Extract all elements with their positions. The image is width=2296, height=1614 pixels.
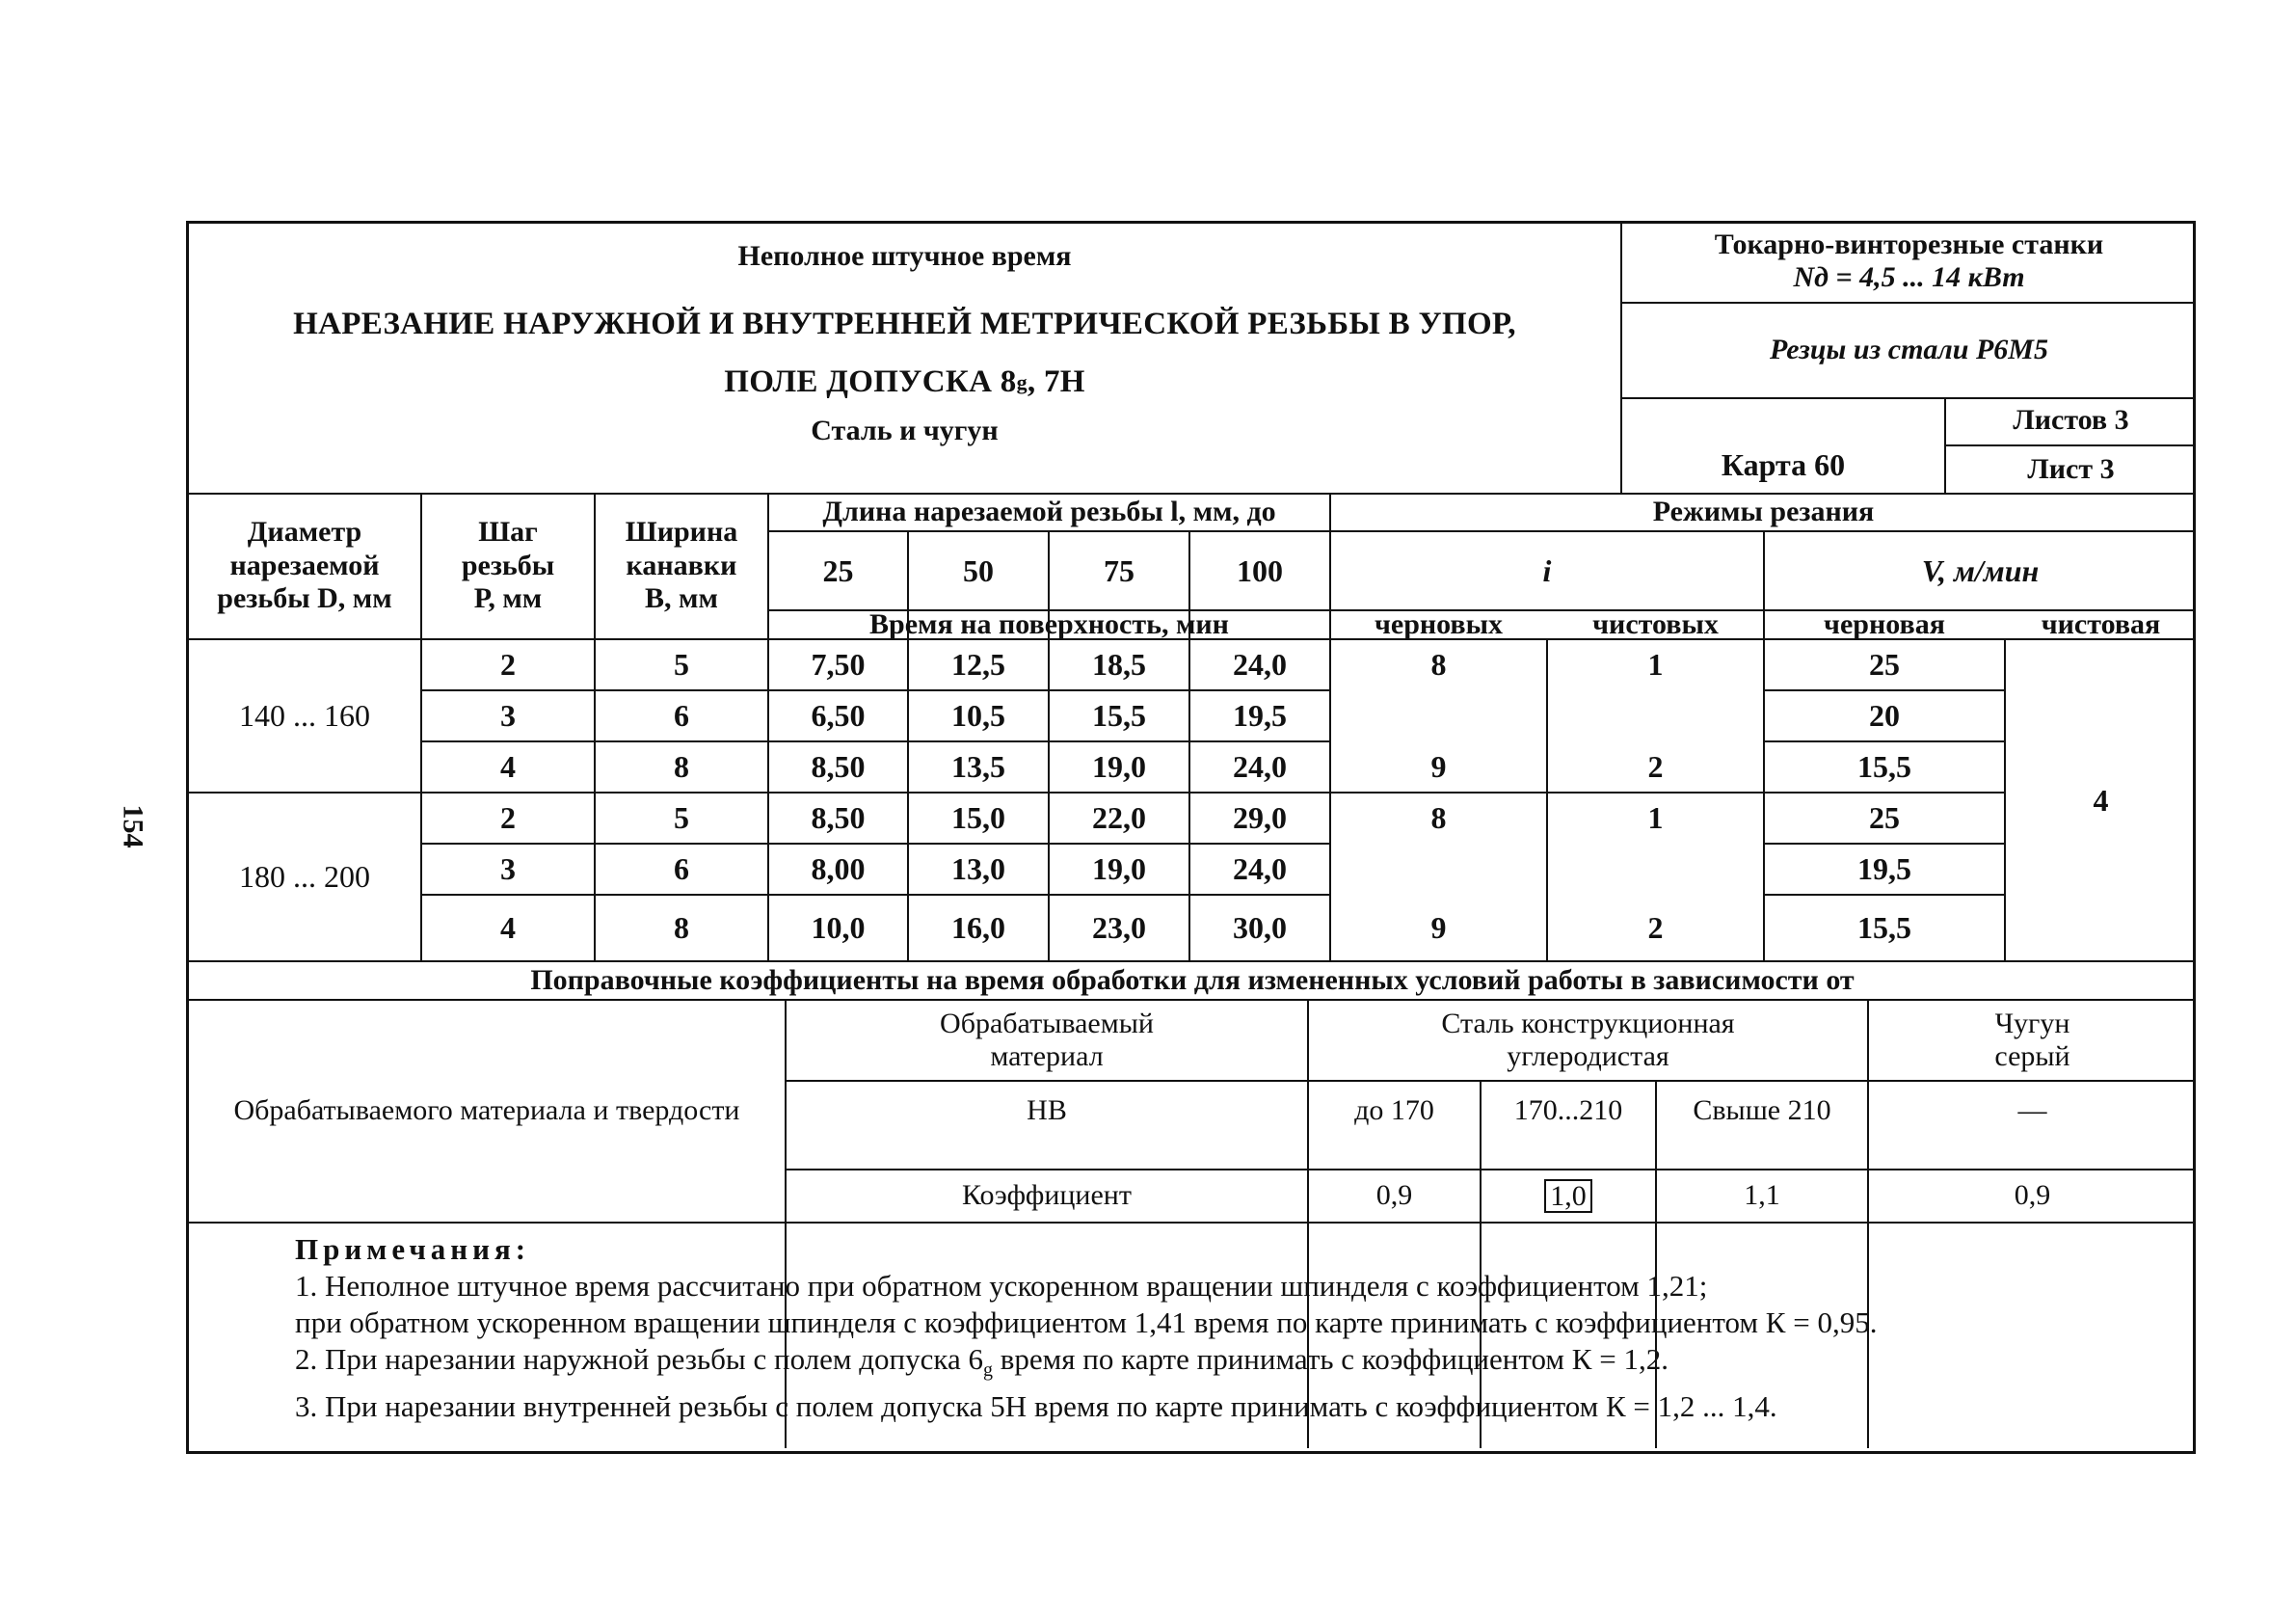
i-finish-cell: 2 <box>1647 749 1664 785</box>
diameter-group-2: 180 ... 200 <box>239 859 370 895</box>
col-v: V, м/мин <box>1921 552 2040 588</box>
pitch: 2 <box>500 800 516 836</box>
title-line2 <box>189 359 1620 407</box>
iron-label: Чугун серый <box>1994 1007 2070 1072</box>
hb-range: 170...210 <box>1513 1093 1623 1126</box>
groove: 6 <box>674 698 689 734</box>
time-cell: 8,50 <box>811 749 866 785</box>
time-cell: 23,0 <box>1092 910 1146 946</box>
time-cell: 19,5 <box>1233 698 1287 734</box>
iron-coef: 0,9 <box>2014 1179 2051 1212</box>
subtitle: Неполное штучное время <box>737 240 1072 273</box>
coef-label: Коэффициент <box>962 1179 1132 1212</box>
time-cell: 8,00 <box>811 851 866 887</box>
length-100: 100 <box>1237 552 1283 588</box>
time-cell: 16,0 <box>951 910 1005 946</box>
i-finish-cell: 1 <box>1647 647 1664 683</box>
coef-value: 1,1 <box>1744 1179 1780 1212</box>
hb-label: НВ <box>1027 1093 1067 1126</box>
title-line1: НАРЕЗАНИЕ НАРУЖНОЙ И ВНУТРЕННЕЙ МЕТРИЧЕСКОЙ РЕЗЬБЫ В УПОР, <box>293 307 1516 342</box>
time-cell: 8,50 <box>811 800 866 836</box>
col-i: i <box>1542 552 1552 588</box>
hb-range: Свыше 210 <box>1693 1093 1831 1126</box>
col-diameter: Диаметр нарезаемой резьбы D, мм <box>217 516 392 615</box>
note-1a: 1. Неполное штучное время рассчитано при обратном ускоренном вращении шпинделя с коэффициентом 1,21; <box>295 1269 1708 1303</box>
v-rough-cell: 25 <box>1869 647 1900 683</box>
time-cell: 24,0 <box>1233 749 1287 785</box>
col-v-finish: чистовая <box>2041 607 2161 640</box>
time-cell: 15,0 <box>951 800 1005 836</box>
groove: 8 <box>674 749 689 785</box>
col-i-rough: черновых <box>1374 607 1504 640</box>
material-title: Сталь и чугун <box>811 415 999 447</box>
time-cell: 30,0 <box>1233 910 1287 946</box>
time-cell: 29,0 <box>1233 800 1287 836</box>
pitch: 3 <box>500 851 516 887</box>
v-rough-cell: 15,5 <box>1857 749 1911 785</box>
i-rough-cell: 9 <box>1430 910 1447 946</box>
time-cell: 19,0 <box>1092 749 1146 785</box>
col-pitch: Шаг резьбы Р, мм <box>461 516 555 615</box>
groove: 6 <box>674 851 689 887</box>
note-1b: при обратном ускоренном вращении шпинделя с коэффициентом 1,41 время по карте принимать с коэффициентом К = 0,95. <box>295 1305 1878 1339</box>
i-rough-cell: 8 <box>1430 800 1447 836</box>
sheets-total: Листов 3 <box>2013 404 2129 437</box>
groove: 5 <box>674 647 689 683</box>
v-rough-cell: 15,5 <box>1857 910 1911 946</box>
i-finish-cell: 2 <box>1647 910 1664 946</box>
col-length: Длина нарезаемой резьбы l, мм, до <box>822 495 1276 527</box>
title-line2-prefix: ПОЛЕ ДОПУСКА 8 <box>724 364 1017 400</box>
coef-value: 0,9 <box>1375 1179 1413 1212</box>
correction-title: Поправочные коэффициенты на время обработки для измененных условий работы в зависимости от <box>530 963 1855 996</box>
correction-factor: Обрабатываемого материала и твердости <box>233 1094 740 1127</box>
col-v-rough: черновая <box>1824 607 1945 640</box>
time-cell: 7,50 <box>811 647 866 683</box>
time-cell: 6,50 <box>811 698 866 734</box>
col-time: Время на поверхность, мин <box>869 607 1229 640</box>
v-rough-cell: 25 <box>1869 800 1900 836</box>
material-label: Обрабатываемый материал <box>940 1007 1154 1072</box>
time-cell: 19,0 <box>1092 851 1146 887</box>
title-line2-suffix: , 7Н <box>1027 364 1085 400</box>
machine-line2: Nд = 4,5 ... 14 кВт <box>1793 260 2025 293</box>
col-i-finish: чистовых <box>1592 607 1719 640</box>
note-3: 3. При нарезании внутренней резьбы с полем допуска 5Н время по карте принимать с коэффициентом К = 1,2 ... 1,4. <box>295 1389 1777 1424</box>
i-finish-cell: 1 <box>1647 800 1664 836</box>
i-rough-cell: 8 <box>1430 647 1447 683</box>
length-50: 50 <box>963 552 994 588</box>
sheet-current: Лист 3 <box>2027 452 2115 485</box>
selected-coef: 1,0 <box>1544 1179 1592 1214</box>
notes-heading: Примечания: <box>295 1232 531 1266</box>
norm-card <box>186 221 2196 1454</box>
steel-label: Сталь конструкционная углеродистая <box>1441 1007 1735 1072</box>
pitch: 4 <box>500 749 516 785</box>
diameter-group-1: 140 ... 160 <box>239 698 370 734</box>
pitch: 3 <box>500 698 516 734</box>
v-rough-cell: 19,5 <box>1857 851 1911 887</box>
time-cell: 15,5 <box>1092 698 1146 734</box>
machine-line1: Токарно-винторезные станки <box>1714 228 2104 260</box>
groove: 5 <box>674 800 689 836</box>
v-finish-cell: 4 <box>2093 782 2109 818</box>
time-cell: 13,5 <box>951 749 1005 785</box>
time-cell: 13,0 <box>951 851 1005 887</box>
length-25: 25 <box>822 552 854 588</box>
v-rough-cell: 20 <box>1869 698 1900 734</box>
groove: 8 <box>674 910 689 946</box>
iron-hb: — <box>2017 1093 2047 1126</box>
col-modes: Режимы резания <box>1652 495 1875 527</box>
time-cell: 22,0 <box>1092 800 1146 836</box>
time-cell: 24,0 <box>1233 851 1287 887</box>
time-cell: 24,0 <box>1233 647 1287 683</box>
i-rough-cell: 9 <box>1430 749 1447 785</box>
card-number: Карта 60 <box>1721 447 1846 483</box>
hb-range: до 170 <box>1354 1093 1434 1126</box>
title-line2-sub: g <box>1016 370 1028 395</box>
coef-value-selected <box>1482 1170 1655 1222</box>
page-number: 154 <box>117 804 149 848</box>
time-cell: 10,5 <box>951 698 1005 734</box>
note-2: 2. При нарезании наружной резьбы с полем допуска $6_g$ время по карте принимать с коэффициентом К = 1,2. <box>295 1342 1669 1382</box>
notes <box>295 1231 2175 1425</box>
time-cell: 10,0 <box>811 910 866 946</box>
time-cell: 18,5 <box>1092 647 1146 683</box>
col-groove: Ширина канавки В, мм <box>625 516 738 615</box>
pitch: 2 <box>500 647 516 683</box>
time-cell: 12,5 <box>951 647 1005 683</box>
tool-cell: Резцы из стали Р6М5 <box>1770 333 2048 365</box>
length-75: 75 <box>1104 552 1135 588</box>
pitch: 4 <box>500 910 516 946</box>
